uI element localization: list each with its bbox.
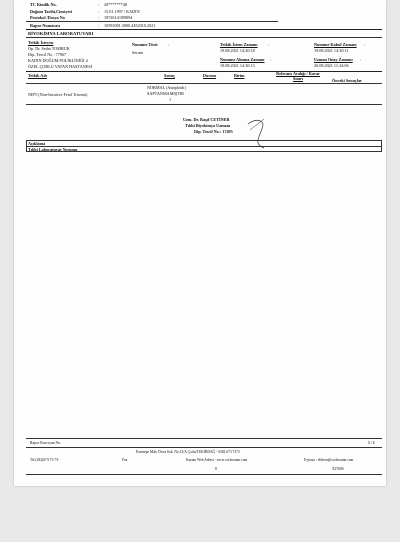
report-label: Rapor Numarası: [30, 23, 61, 28]
protocol-value: 1972614/399094: [104, 15, 133, 20]
birth-value: 15.01.1997 / KADIN: [104, 9, 140, 14]
divider: [26, 37, 382, 38]
requester-name: Op. Dr. Sedat TOMRUK: [28, 46, 70, 51]
divider: [26, 29, 382, 30]
result-line-1: NORMAL (Anöploidi): [147, 85, 186, 90]
colon: :: [364, 42, 366, 47]
signer-title: Tıbbi Biyokimya Uzmanı: [185, 123, 231, 128]
col-previous: Önceki Sonuçlar: [332, 78, 362, 83]
signer-name: Uzm. Dr. Raşıf CETİNER: [183, 117, 230, 122]
signer-diploma: Dip. Tescil No.: 17495: [194, 129, 233, 134]
test-name: NIPT (Non-Invasive Fetal Trisomi): [28, 92, 88, 97]
table-header-border: [26, 83, 382, 84]
col-result: Sonuç: [164, 73, 175, 78]
accept-time-value: 19.08.2021 14:30:11: [314, 48, 349, 53]
colon: :: [98, 23, 100, 28]
clinic-line-2: ÖZEL ÇORLU VATAN HASTANESİ: [28, 64, 93, 69]
report-page: [14, 0, 386, 486]
tc-value: 20*******48: [104, 2, 128, 7]
col-test-name: Tetkik Adı: [28, 73, 47, 78]
page-indicator: 1 / 1: [368, 441, 375, 445]
result-line-3: 1: [169, 97, 172, 102]
table-bottom-border: [26, 104, 382, 105]
sample-taken-label: Numune Alınma Zamanı: [220, 57, 265, 62]
request-time-value: 19.08.2021 14:20:18: [220, 48, 255, 53]
lab-comment-label: Tıbbi Laboratuvar Yorumu: [28, 146, 78, 152]
colon: :: [168, 42, 170, 47]
col-unit: Birim: [234, 73, 245, 78]
report-kind-label: Rapor Kırıcıyan No:: [30, 441, 62, 445]
address: Esentepe Mah. Dova Sok. No:13/A Çorlu/TEKİRDAĞ - 0282 673 7373: [136, 450, 240, 454]
section-title: BİYOKİMYA LABORATUVARI: [28, 31, 94, 36]
tc-label: TC Kimlik No.: [30, 2, 57, 7]
birth-label: Doğum Tarihi,Cinsiyeti: [30, 9, 72, 14]
colon: :: [270, 57, 272, 62]
approve-time-value: 20.08.2021 11:34:06: [314, 63, 349, 68]
requester-label: Tetkik İsteyen: [28, 40, 54, 45]
col-status: Durum: [203, 73, 217, 78]
accept-time-label: Numune Kabul Zamanı: [314, 42, 357, 47]
divider: [26, 447, 382, 448]
footer-top-border: [26, 438, 382, 439]
protocol-label: Protokol /Dosya No: [30, 15, 65, 20]
colon: :: [98, 15, 100, 20]
sample-type-value: Serum: [132, 50, 143, 55]
approve-time-label: Uzman Onay Zamanı: [314, 57, 353, 62]
report-value: 10593001.3000.4452010.2021: [104, 23, 156, 28]
colon: :: [98, 2, 100, 7]
website: Kurum Web Adresi : www.corluvatan.com: [186, 458, 248, 462]
col-reference: Referans Aralığı / Karar Sınırı: [276, 71, 320, 81]
clinic-line-1: KADIN DOĞUM POLİKLİNİĞİ 4: [28, 58, 88, 63]
footer-bottom-border: [26, 474, 382, 475]
result-line-2: SAPTANMAMIŞTIR: [147, 91, 184, 96]
colon: :: [98, 9, 100, 14]
email: E-posta : eldiren@corluvatan.com: [304, 458, 354, 462]
requester-diploma: Dip. Tescil No : 77967: [28, 52, 67, 57]
colon: :: [268, 42, 270, 47]
colon: :: [360, 57, 362, 62]
table-top-border: [26, 71, 382, 72]
telephone: Tel (282)673-73-73-: [30, 458, 60, 462]
fax: Fax: [122, 458, 128, 462]
page-number: 8: [215, 467, 217, 471]
divider: [26, 21, 278, 22]
notes-label: Açıklama: [28, 140, 46, 146]
document-code: X27606: [332, 467, 344, 471]
divider: [26, 146, 382, 147]
request-time-label: Tetkik İstem Zamanı: [220, 42, 258, 47]
sample-taken-value: 19.08.2021 14:30:13: [220, 63, 255, 68]
sample-type-label: Numune Türü: [132, 42, 158, 47]
